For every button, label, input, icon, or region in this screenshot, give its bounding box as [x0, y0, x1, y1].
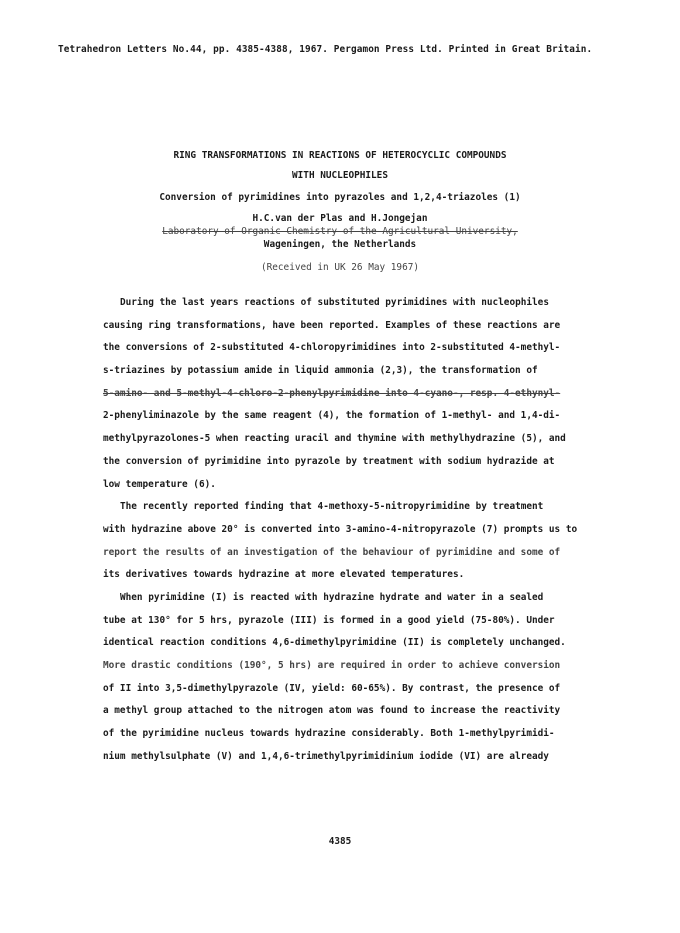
body-line: 5-amino- and 5-methyl-4-chloro-2-phenylpyrimidine into 4-cyano-, resp. 4-ethynyl-	[103, 387, 561, 399]
body-line: report the results of an investigation of the behaviour of pyrimidine and some of	[103, 546, 561, 558]
affiliation-line-2: Wageningen, the Netherlands	[263, 239, 417, 250]
body-line: During the last years reactions of substituted pyrimidines with nucleophiles	[120, 297, 549, 308]
body-line: of II into 3,5-dimethylpyrazole (IV, yield: 60-65%). By contrast, the presence of	[103, 682, 561, 694]
article-subtitle: Conversion of pyrimidines into pyrazoles and 1,2,4-triazoles (1)	[159, 192, 521, 203]
body-line: When pyrimidine (I) is reacted with hydrazine hydrate and water in a sealed	[120, 591, 544, 603]
body-line: nium methylsulphate (V) and 1,4,6-trimethylpyrimidinium iodide (VI) are already	[103, 750, 549, 762]
page-number: 4385	[328, 836, 352, 847]
body-line: identical reaction conditions 4,6-dimethylpyrimidine (II) is completely unchanged.	[103, 637, 566, 649]
article-title-line-2: WITH NUCLEOPHILES	[292, 170, 388, 181]
body-line: its derivatives towards hydrazine at more elevated temperatures.	[103, 569, 465, 581]
article-title-line-1: RING TRANSFORMATIONS IN REACTIONS OF HETEROCYCLIC COMPOUNDS	[173, 150, 507, 161]
body-line: More drastic conditions (190°, 5 hrs) are required in order to achieve conversion	[103, 660, 561, 671]
body-line: 2-phenyliminazole by the same reagent (4), the formation of 1-methyl- and 1,4-di-	[103, 410, 561, 422]
body-line: with hydrazine above 20° is converted into 3-amino-4-nitropyrazole (7) prompts us to	[103, 523, 578, 535]
received-date: (Received in UK 26 May 1967)	[260, 262, 420, 273]
body-line: low temperature (6).	[103, 478, 216, 490]
body-line: methylpyrazolones-5 when reacting uracil and thymine with methylhydrazine (5), and	[103, 433, 566, 445]
journal-citation-header: Tetrahedron Letters No.44, pp. 4385-4388, 1967. Pergamon Press Ltd. Printed in Great Britain.	[58, 44, 593, 55]
body-line: the conversion of pyrimidine into pyrazole by treatment with sodium hydrazide at	[103, 455, 555, 467]
affiliation-line-1: Laboratory of Organic Chemistry of the Agricultural University,	[162, 226, 518, 237]
article-body	[103, 292, 628, 768]
body-line: of the pyrimidine nucleus towards hydrazine considerably. Both 1-methylpyrimidi-	[103, 728, 555, 740]
body-line: s-triazines by potassium amide in liquid ammonia (2,3), the transformation of	[103, 365, 538, 377]
authors: H.C.van der Plas and H.Jongejan	[252, 213, 428, 224]
body-line: a methyl group attached to the nitrogen atom was found to increase the reactivity	[103, 705, 561, 717]
body-line: the conversions of 2-substituted 4-chloropyrimidines into 2-substituted 4-methyl-	[103, 342, 561, 354]
body-line: The recently reported finding that 4-methoxy-5-nitropyrimidine by treatment	[120, 501, 544, 513]
body-line: causing ring transformations, have been reported. Examples of these reactions are	[103, 319, 561, 331]
body-line: tube at 130° for 5 hrs, pyrazole (III) is formed in a good yield (75-80%). Under	[103, 614, 555, 626]
